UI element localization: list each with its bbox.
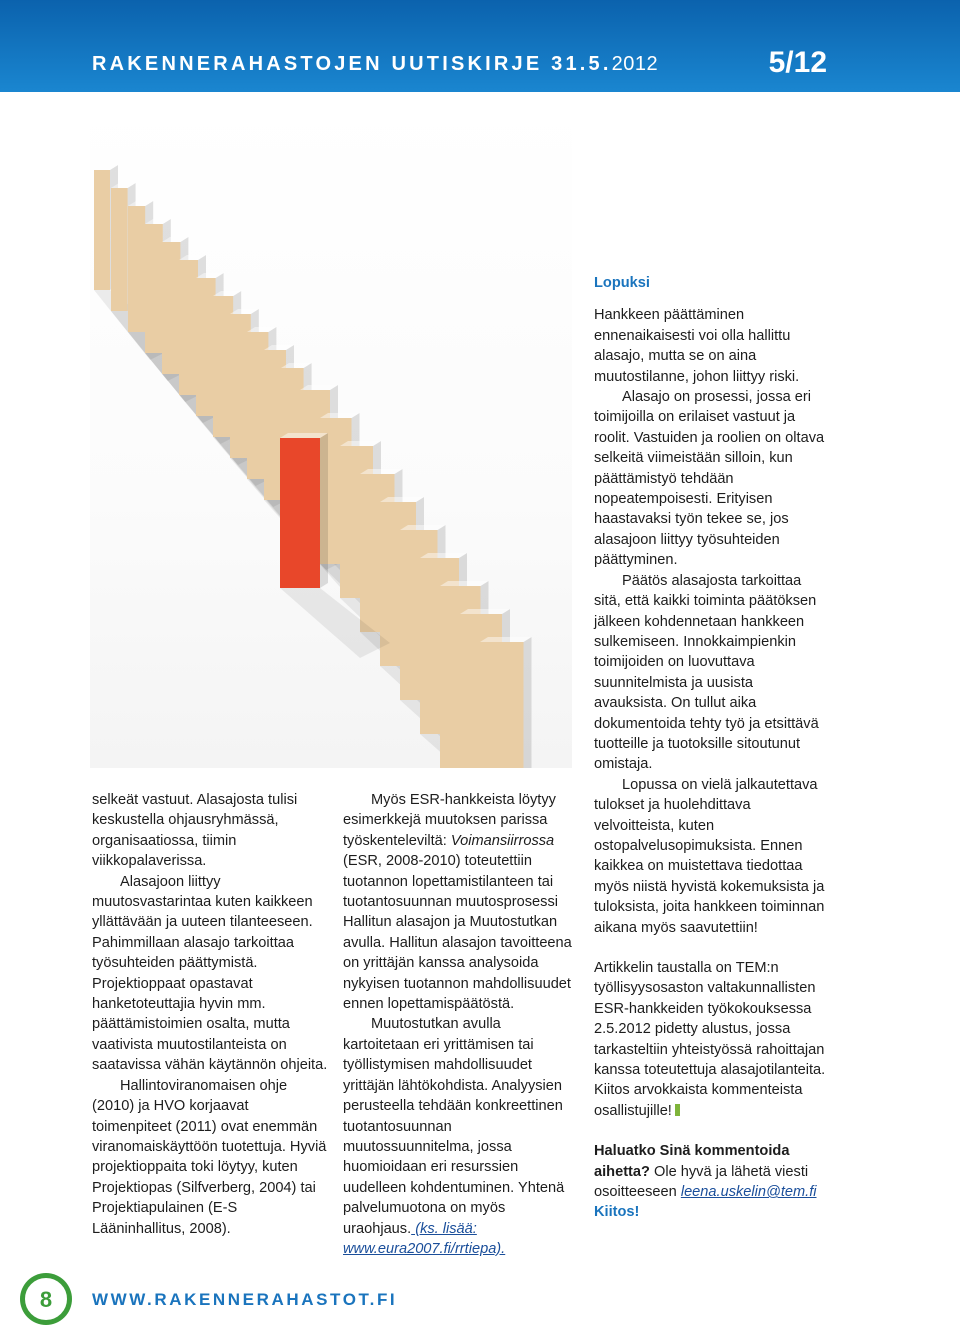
left-paragraph-3: Hallintoviranomaisen ohje (2010) ja HVO korjaavat toimenpiteet (2011) ovat enemmän viranomaiskäyttöön tuotettuja. Hyviä projektioppaita toki löytyy, kuten Projektiopas (Silfverberg, 2004) tai Projektiapulainen (E-S Lääninhallitus, 2008).: [92, 1077, 327, 1237]
section-heading-lopuksi: Lopuksi: [594, 275, 650, 291]
right-paragraph-5: Artikkelin taustalla on TEM:n työllisyysosaston valtakunnallisten ESR-hankkeiden työkokouksessa 2.5.2012 pidetty alustus, jossa tarkasteltiin yhteistyössä rahoittajan kanssa toteutettuja alasajotilanteita. Kiitos arvokkaista kommenteista osallistujille!: [594, 960, 826, 1119]
left-paragraph-1: selkeät vastuut. Alasajosta tulisi keskustella ohjausryhmässä, organisaatiossa, tiimin viikkopalaverissa.: [92, 792, 298, 870]
right-paragraph-3: Päätös alasajosta tarkoittaa sitä, että kaikki toiminta päätöksen jälkeen kohdennetaan hankkeen sulkemiseen. Innokkaimpienkin toimijoiden on luovuttava suunnitelmista ja uusista avauksista. On tullut aika dokumentoida tehty työ ja etsittävä tuotteille ja tuotoksille sitoutunut omistaja.: [594, 572, 819, 773]
middle-paragraph-2: Muutostutkan avulla kartoitetaan eri yrittämisen tai työllistymisen mahdollisuudet yrittäjän lähtökohdista. Analyysien perusteella tehdään konkreettinen tuotantosuunnan muutossuunnitelma, jossa huomioidaan eri resurssien uudelleen kohdentuminen. Yhtenä palvelumuotona on myös uraohjaus. (ks. lisää: www.eura2007.fi/rrtiepa).: [343, 1016, 565, 1257]
wood-block: [480, 637, 572, 768]
middle-paragraph-1: Myös ESR-hankkeista löytyy esimerkkejä muutoksen parissa työskenteleviltä: Voimansiirrossa (ESR, 2008-2010) toteutettiin tuotannon lopettamistilanteen tai tuotantosuunnan muutosprosessi Hallitun alasajon ja Muutostutkan avulla. Hallitun alasajon tavoitteena on yrittäjän kanssa analysoida nykyisen tuotannon mahdollisuudet ennen lopettamispäätöstä.: [343, 792, 572, 1013]
thanks-text: Kiitos!: [594, 1204, 640, 1221]
left-paragraph-2: Alasajoon liittyy muutosvastarintaa kuten kaikkeen yllättävään ja uuteen tilanteeseen. Pahimmillaan alasajo tarkoittaa työsuhteiden päättymistä. Projektioppaat opastavat hanketoteuttajia hyvin mm. päättämistoimien osalta, mutta vaativista muutostilanteista on saatavissa vähän käytännön ohjeita.: [92, 873, 328, 1074]
page-indicator: 5/12: [768, 46, 827, 79]
page-number-badge: [20, 1273, 72, 1325]
page-number: 8: [39, 1287, 53, 1312]
left-column: [92, 790, 328, 1239]
right-paragraph-2: Alasajo on prosessi, jossa eri toimijoilla on erilaiset vastuut ja roolit. Vastuiden ja roolien on oltava selkeitä viimeistään silloin, kun päättämistyö tehdään nopeatempoisesti. Erityisen haastavaksi työn tekee se, jos alasajoon liittyy työsuhteiden päättyminen.: [594, 389, 825, 569]
domino-blocks-illustration: [90, 100, 572, 768]
header-banner: [0, 0, 960, 92]
domino-blocks-photo: [90, 100, 572, 768]
right-paragraph-1: Hankkeen päättäminen ennenaikaisesti voi olla hallittu alasajo, mutta se on aina muutostilanne, johon liittyy riski.: [594, 307, 800, 385]
newsletter-title: RAKENNERAHASTOJEN UUTISKIRJE 31.5.2012: [92, 53, 659, 75]
eura2007-link[interactable]: (ks. lisää: www.eura2007.fi/rrtiepa).: [343, 1220, 506, 1257]
right-column: [594, 273, 826, 1223]
comment-call-to-action: Haluatko Sinä kommentoida aihetta? Ole hyvä ja lähetä viesti osoitteeseen leena.uskelin@tem.fi: [594, 1143, 817, 1201]
middle-column: [343, 790, 573, 1259]
article-end-marker-icon: [675, 1104, 680, 1116]
right-paragraph-4: Lopussa on vielä jalkautettava tulokset ja huolehdittava velvoitteista, kuten ostopalvelusopimuksista. Ennen kaikkea on muistettava tiedottaa myös niistä hyvistä kokemuksista ja tuloksista, joita hankkeen toiminnan aikana myös saavutettiin!: [594, 776, 825, 936]
email-link[interactable]: leena.uskelin@tem.fi: [680, 1184, 817, 1201]
footer-website-link[interactable]: WWW.RAKENNERAHASTOT.FI: [92, 1290, 398, 1309]
project-name-italic: Voimansiirrossa: [450, 832, 555, 849]
